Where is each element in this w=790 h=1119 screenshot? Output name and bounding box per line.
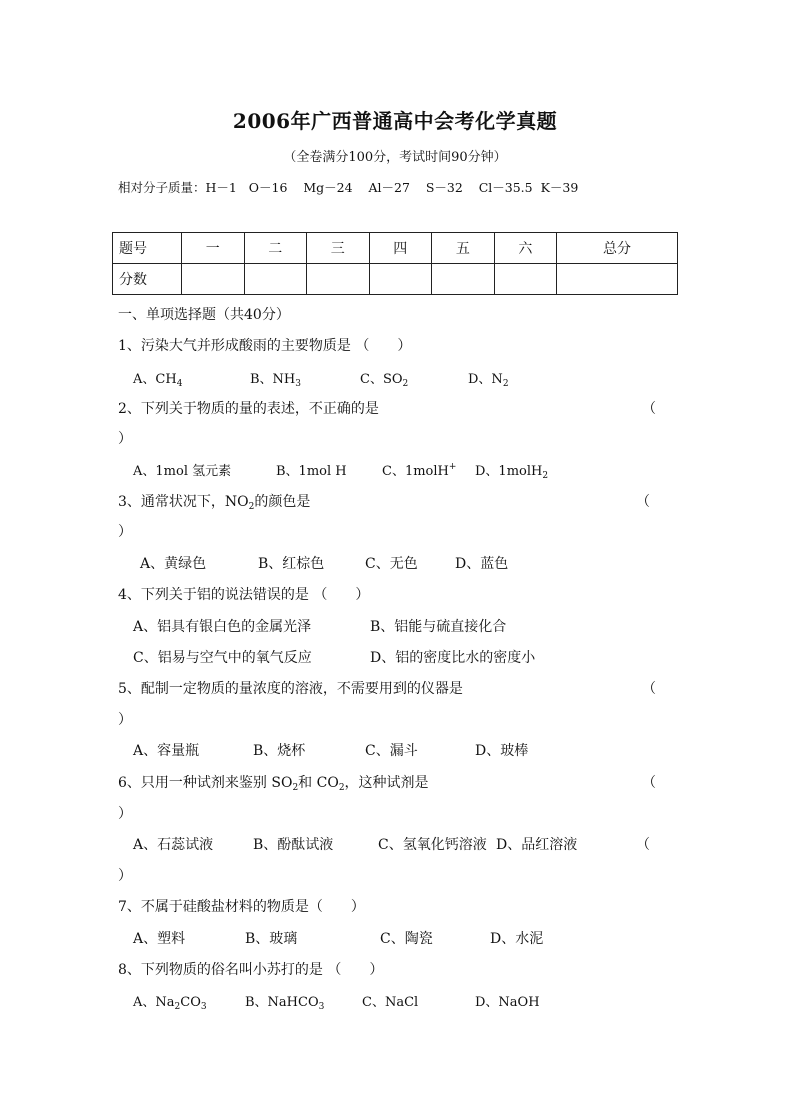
- q2-paren-open: （: [642, 401, 656, 417]
- q4-option-c: C、铝易与空气中的氧气反应: [133, 650, 312, 666]
- question-3-stem: 3、通常状况下，$NO_2$的颜色是: [118, 494, 311, 512]
- score-cell: [307, 264, 370, 295]
- q5-paren-open: （: [642, 681, 656, 697]
- score-cell: [494, 264, 557, 295]
- q3-option-a: A、黄绿色: [140, 556, 207, 572]
- score-header-cell: 五: [432, 233, 495, 264]
- q5-option-c: C、漏斗: [365, 743, 418, 759]
- q8-option-c: C、NaCl: [362, 995, 419, 1010]
- q7-option-b: B、玻璃: [245, 931, 298, 947]
- mass-s: S－32: [425, 180, 463, 195]
- q3-option-b: B、红棕色: [258, 556, 325, 572]
- q3-option-d: D、蓝色: [455, 556, 509, 572]
- mass-h: H－1: [205, 180, 237, 195]
- score-row-label: 分数: [113, 264, 182, 295]
- score-header-cell: 二: [244, 233, 307, 264]
- q5-option-b: B、烧杯: [253, 743, 306, 759]
- q7-option-a: A、塑料: [133, 931, 186, 947]
- q1-option-c: C、$SO_2$: [360, 372, 409, 389]
- q6-option-b: B、酚酞试液: [253, 837, 334, 853]
- q6-option-d: D、品红溶液: [496, 837, 578, 853]
- question-8-stem: 8、下列物质的俗名叫小苏打的是 （ ）: [118, 962, 384, 978]
- section-heading: 一、单项选择题（共40分）: [118, 307, 290, 323]
- question-7-stem: 7、不属于硅酸盐材料的物质是（ ）: [118, 899, 365, 915]
- q8-option-b: B、NaHCO$_3$: [245, 995, 325, 1012]
- q2-option-c: C、1molH+: [382, 462, 457, 479]
- score-header-cell: 三: [307, 233, 370, 264]
- q2-option-a: A、1mol 氢元素: [133, 464, 232, 479]
- q3-option-c: C、无色: [365, 556, 418, 572]
- score-header-cell: 六: [494, 233, 557, 264]
- score-header-cell: 一: [182, 233, 245, 264]
- q6-paren-open: （: [642, 775, 656, 791]
- score-header-cell: 总分: [557, 233, 678, 264]
- q8-option-a: A、$Na_2CO_3$: [133, 995, 207, 1012]
- score-table: [112, 232, 678, 295]
- q5-paren-close: ）: [118, 712, 132, 728]
- q1-option-b: B、$NH_3$: [250, 372, 301, 389]
- score-cell: [182, 264, 245, 295]
- q5-option-a: A、容量瓶: [133, 743, 200, 759]
- q7-option-d: D、水泥: [490, 931, 544, 947]
- score-cell: [244, 264, 307, 295]
- q2-paren-close: ）: [118, 431, 132, 447]
- mass-al: Al－27: [368, 180, 410, 195]
- q5-option-d: D、玻棒: [475, 743, 529, 759]
- q1-option-d: D、$N_2$: [468, 372, 509, 389]
- score-header-cell: 四: [369, 233, 432, 264]
- q3-paren-close: ）: [118, 524, 132, 540]
- mass-mg: Mg－24: [303, 180, 353, 195]
- question-1-stem: 1、污染大气并形成酸雨的主要物质是 （ ）: [118, 338, 412, 354]
- score-header-label: 题号: [113, 233, 182, 264]
- mass-cl: Cl－35.5: [478, 180, 533, 195]
- q6-paren-close-2: ）: [118, 868, 132, 884]
- q2-option-b: B、1mol H: [276, 464, 347, 479]
- question-5-stem: 5、配制一定物质的量浓度的溶液，不需要用到的仪器是: [118, 681, 463, 697]
- score-table-header-row: [113, 233, 678, 264]
- q1-option-a: A、$CH_4$: [133, 372, 183, 389]
- question-4-stem: 4、下列关于铝的说法错误的是 （ ）: [118, 587, 370, 603]
- q6-paren-close: ）: [118, 806, 132, 822]
- q6-option-c: C、氢氧化钙溶液: [378, 837, 487, 853]
- relative-masses: [118, 178, 578, 196]
- q6-paren-open-2: （: [636, 837, 650, 853]
- exam-subtitle: （全卷满分100分，考试时间90分钟）: [283, 150, 507, 165]
- q3-paren-open: （: [636, 494, 650, 510]
- q7-option-c: C、陶瓷: [380, 931, 433, 947]
- q4-option-d: D、铝的密度比水的密度小: [370, 650, 536, 666]
- question-2-stem: 2、下列关于物质的量的表述，不正确的是: [118, 401, 379, 417]
- q4-option-a: A、铝具有银白色的金属光泽: [133, 619, 312, 635]
- q2-option-d: D、1molH$_2$: [475, 464, 549, 481]
- masses-label: 相对分子质量：: [118, 180, 206, 195]
- question-6-stem: 6、只用一种试剂来鉴别 $SO_2$和 $CO_2$，这种试剂是: [118, 775, 429, 793]
- page-title: 2006年广西普通高中会考化学真题: [232, 109, 558, 133]
- q8-option-d: D、NaOH: [475, 995, 540, 1010]
- score-cell: [369, 264, 432, 295]
- mass-k: K－39: [540, 180, 579, 195]
- score-cell: [557, 264, 678, 295]
- q6-option-a: A、石蕊试液: [133, 837, 214, 853]
- score-table-score-row: [113, 264, 678, 295]
- q4-option-b: B、铝能与硫直接化合: [370, 619, 507, 635]
- mass-o: O－16: [248, 180, 288, 195]
- score-cell: [432, 264, 495, 295]
